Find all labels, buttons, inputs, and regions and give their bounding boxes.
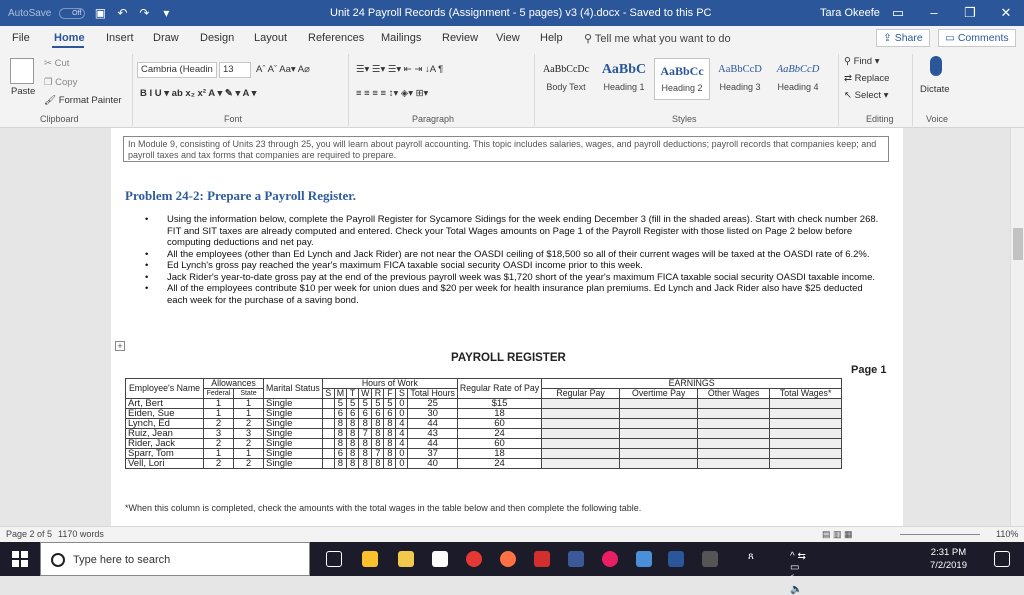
hours-sunday [322, 419, 334, 429]
regular-rate: 60 [457, 419, 541, 429]
list-icons[interactable]: ☰▾ ☰▾ ☰▾ ⇤ ⇥ ↓A ¶ [356, 64, 444, 75]
regular-pay-cell[interactable] [542, 429, 620, 439]
ribbon-separator [534, 54, 535, 126]
hours-day: 8 [347, 429, 359, 439]
regular-pay-cell[interactable] [542, 449, 620, 459]
close-icon[interactable]: ✕ [1000, 5, 1012, 20]
search-placeholder: Type here to search [73, 554, 171, 566]
styles-group-label: Styles [672, 114, 697, 124]
maximize-icon[interactable]: ❐ [964, 5, 976, 20]
user-name[interactable]: Tara Okeefe [820, 7, 880, 19]
hours-day: 8 [372, 439, 384, 449]
intro-text-box: In Module 9, consisting of Units 23 through 25, you will learn about payroll accounting. This topic includes salaries, wages, and payroll deductions; payroll records that companies keep; and payroll taxes and tax forms that companies are required to prepare. [123, 136, 889, 162]
active-tab-indicator [52, 46, 84, 48]
header-overtime-pay: Overtime Pay [620, 389, 698, 399]
tab-view[interactable]: View [496, 32, 520, 44]
ribbon [0, 50, 1024, 128]
style-name: Body Text [546, 82, 586, 92]
table-row [126, 459, 842, 469]
total-wages-cell[interactable] [770, 459, 842, 469]
employee-name: Lynch, Ed [126, 419, 204, 429]
overtime-pay-cell[interactable] [620, 439, 698, 449]
federal-allowance: 2 [204, 439, 234, 449]
tell-me-text: Tell me what you want to do [594, 33, 731, 45]
hours-day: 5 [359, 399, 372, 409]
tell-me-search[interactable]: ⚲ Tell me what you want to do [584, 33, 731, 45]
register-title: PAYROLL REGISTER [451, 352, 566, 364]
find-label: Find [853, 56, 873, 67]
hours-day: 8 [359, 449, 372, 459]
header-day-t: T [347, 389, 359, 399]
itunes-icon[interactable] [602, 551, 618, 567]
hours-day: 8 [359, 419, 372, 429]
payroll-register-table [125, 378, 842, 469]
hours-day: 8 [334, 429, 346, 439]
employee-name: Rider, Jack [126, 439, 204, 449]
marital-status: Single [264, 459, 323, 469]
cut-label: Cut [54, 58, 70, 69]
firefox-icon[interactable] [500, 551, 516, 567]
hours-day: 8 [372, 459, 384, 469]
hours-day: 8 [347, 449, 359, 459]
federal-allowance: 3 [204, 429, 234, 439]
autosave-label: AutoSave [8, 7, 52, 19]
table-row [126, 429, 842, 439]
save-icon[interactable]: ▣ [94, 6, 107, 20]
microphone-icon[interactable] [930, 56, 942, 76]
hours-day: 8 [347, 419, 359, 429]
employee-name: Vell, Lori [126, 459, 204, 469]
vertical-scrollbar[interactable] [1010, 128, 1024, 526]
font-name-select[interactable]: Cambria (Headin [137, 62, 217, 78]
marital-status: Single [264, 399, 323, 409]
header-total-hours: Total Hours [408, 389, 458, 399]
total-wages-cell[interactable] [770, 409, 842, 419]
other-wages-cell[interactable] [698, 409, 770, 419]
instruction-list [145, 214, 885, 306]
other-wages-cell[interactable] [698, 429, 770, 439]
tab-insert[interactable]: Insert [106, 32, 134, 44]
hours-day: 8 [334, 459, 346, 469]
tab-review[interactable]: Review [442, 32, 479, 44]
action-center-icon[interactable] [994, 551, 1010, 567]
list-item: • All of the employees contribute $10 per week for union dues and $20 per week for health insurance plan premiums. Ed Lynch and Jack Rider also have $25 deducted each week for the purchase of a saving bond. [145, 283, 885, 306]
format-painter-button[interactable]: 🖌 Format Painter [44, 95, 122, 106]
list-item: • Ed Lynch's gross pay reached the year's maximum FICA taxable social security OASDI income prior to this week. [145, 260, 885, 272]
hours-day: 8 [372, 419, 384, 429]
select-button[interactable]: ↖ Select ▾ [844, 90, 889, 101]
state-allowance: 1 [234, 399, 264, 409]
hours-day: 8 [359, 459, 372, 469]
table-row [126, 439, 842, 449]
quick-access-toolbar [8, 6, 173, 20]
federal-allowance: 1 [204, 449, 234, 459]
style-sample: AaBbCcDc [542, 64, 590, 75]
hours-day: 8 [334, 439, 346, 449]
overtime-pay-cell[interactable] [620, 449, 698, 459]
header-total-wages: Total Wages* [770, 389, 842, 399]
document-canvas [0, 128, 1024, 526]
regular-rate: 24 [457, 429, 541, 439]
hours-sunday [322, 429, 334, 439]
hours-day: 4 [396, 439, 408, 449]
hours-day: 6 [359, 409, 372, 419]
table-row [126, 399, 842, 409]
copy-button[interactable]: ❐ Copy [44, 77, 78, 88]
clock-time: 2:31 PM [930, 547, 967, 558]
regular-pay-cell[interactable] [542, 419, 620, 429]
word-count[interactable]: 1170 words [58, 529, 104, 539]
total-wages-cell[interactable] [770, 429, 842, 439]
total-wages-cell[interactable] [770, 399, 842, 409]
share-button[interactable]: ⇪ Share [876, 29, 930, 47]
table-move-handle[interactable]: + [115, 341, 125, 351]
hours-day: 0 [396, 409, 408, 419]
hours-day: 7 [359, 429, 372, 439]
table-row [126, 409, 842, 419]
hours-day: 0 [396, 459, 408, 469]
hours-day: 8 [384, 429, 396, 439]
copy-label: Copy [55, 77, 78, 88]
employee-name: Sparr, Tom [126, 449, 204, 459]
hours-day: 5 [347, 399, 359, 409]
cortana-icon [51, 553, 65, 567]
tab-mailings[interactable]: Mailings [381, 32, 422, 44]
hours-day: 8 [372, 429, 384, 439]
style-heading-4[interactable] [770, 58, 826, 100]
employee-name: Ruiz, Jean [126, 429, 204, 439]
style-name: Heading 4 [777, 82, 819, 92]
minimize-icon[interactable]: – [930, 5, 938, 20]
total-wages-cell[interactable] [770, 419, 842, 429]
alignment-icons[interactable]: ≡ ≡ ≡ ≡ ↕▾ ◈▾ ⊞▾ [356, 88, 429, 99]
regular-rate: 24 [457, 459, 541, 469]
federal-allowance: 2 [204, 459, 234, 469]
table-row [126, 419, 842, 429]
marital-status: Single [264, 419, 323, 429]
tab-help[interactable]: Help [540, 32, 563, 44]
header-regular-rate: Regular Rate of Pay [457, 379, 541, 399]
file-explorer-icon[interactable] [398, 551, 414, 567]
style-heading-2[interactable] [654, 58, 710, 100]
paragraph-group-label: Paragraph [412, 114, 455, 124]
total-hours: 44 [408, 439, 458, 449]
view-mode-icons[interactable]: ▤ ▥ ▦ [822, 529, 853, 539]
federal-allowance: 2 [204, 419, 234, 429]
style-sample: AaBbC [601, 62, 647, 77]
header-day-w: W [359, 389, 372, 399]
state-allowance: 2 [234, 459, 264, 469]
style-name: Heading 3 [719, 82, 761, 92]
regular-pay-cell[interactable] [542, 399, 620, 409]
header-day-s: S [322, 389, 334, 399]
header-day-m: M [334, 389, 346, 399]
hours-day: 8 [384, 419, 396, 429]
taskbar-search[interactable] [40, 542, 310, 576]
hours-day: 4 [396, 419, 408, 429]
list-item: • Using the information below, complete the Payroll Register for Sycamore Sidings for the week ending December 3 (fill in the shaded areas). Start with check number 268. FIT and SIT taxes are already computed and entered. Check your Total Wages amounts on Page 1 of the Payroll Register with those listed on Page 2 below before computing deductions and net pay. [145, 214, 885, 249]
document-title: Unit 24 Payroll Records (Assignment - 5 pages) v3 (4).docx - Saved to this PC [330, 7, 712, 19]
hours-day: 6 [347, 409, 359, 419]
people-icon[interactable]: ጸ [748, 551, 754, 562]
list-item: • Jack Rider's year-to-date gross pay at the end of the previous payroll week was $1,720 short of the year's maximum FICA taxable social security OASDI taxable income. [145, 272, 885, 284]
overtime-pay-cell[interactable] [620, 429, 698, 439]
tab-home[interactable]: Home [54, 32, 85, 44]
autosave-toggle[interactable]: Off [59, 8, 85, 19]
style-sample: AaBbCc [660, 64, 704, 78]
header-allowances: Allowances [204, 379, 264, 389]
dictate-button[interactable]: Dictate [920, 84, 950, 95]
total-hours: 30 [408, 409, 458, 419]
ribbon-separator [838, 54, 839, 126]
overtime-pay-cell[interactable] [620, 399, 698, 409]
task-view-icon[interactable] [326, 551, 342, 567]
taskbar [0, 542, 1024, 595]
hours-day: 6 [372, 409, 384, 419]
format-painter-label: Format Painter [58, 95, 122, 106]
style-name: Heading 1 [603, 82, 645, 92]
hours-day: 0 [396, 449, 408, 459]
font-grow-shrink-icon[interactable]: Aˆ Aˇ Aa▾ A⌀ [256, 64, 310, 75]
hours-day: 8 [384, 439, 396, 449]
hours-day: 8 [359, 439, 372, 449]
status-bar [0, 526, 1024, 542]
total-hours: 43 [408, 429, 458, 439]
undo-icon[interactable]: ↶ [117, 6, 128, 20]
hours-sunday [322, 459, 334, 469]
employee-name: Art, Bert [126, 399, 204, 409]
find-button[interactable]: ⚲ Find ▾ [844, 56, 880, 67]
hours-day: 5 [334, 399, 346, 409]
tab-layout[interactable]: Layout [254, 32, 288, 44]
font-format-icons[interactable]: B I U ▾ ab x₂ x² A ▾ ✎ ▾ A ▾ [140, 88, 257, 99]
ribbon-separator [912, 54, 913, 126]
hours-day: 6 [334, 409, 346, 419]
header-day-f: F [384, 389, 396, 399]
regular-pay-cell[interactable] [542, 439, 620, 449]
paste-button[interactable]: Paste [11, 86, 36, 97]
other-wages-cell[interactable] [698, 399, 770, 409]
font-group-label: Font [224, 114, 243, 124]
employee-name: Eiden, Sue [126, 409, 204, 419]
hours-day: 6 [384, 409, 396, 419]
state-allowance: 1 [234, 449, 264, 459]
regular-rate: 18 [457, 449, 541, 459]
redo-icon[interactable]: ↷ [139, 6, 150, 20]
scrollbar-thumb[interactable] [1013, 228, 1023, 260]
header-day-r: R [372, 389, 384, 399]
tab-references[interactable]: References [308, 32, 365, 44]
state-allowance: 2 [234, 419, 264, 429]
zoom-level[interactable]: 110% [996, 529, 1019, 539]
regular-rate: $15 [457, 399, 541, 409]
hours-day: 6 [334, 449, 346, 459]
hours-day: 8 [347, 439, 359, 449]
table-footnote: *When this column is completed, check the amounts with the total wages in the table below and then complete the following table. [125, 503, 642, 513]
header-hours-of-work: Hours of Work [322, 379, 457, 389]
clock-date: 7/2/2019 [930, 560, 967, 571]
regular-pay-cell[interactable] [542, 459, 620, 469]
photos-icon[interactable] [636, 551, 652, 567]
editing-group-label: Editing [866, 114, 894, 124]
share-label: Share [894, 32, 923, 44]
document-page[interactable] [111, 128, 903, 526]
hours-day: 5 [372, 399, 384, 409]
tab-draw[interactable]: Draw [153, 32, 179, 44]
ribbon-tabs [0, 26, 1024, 50]
total-wages-cell[interactable] [770, 439, 842, 449]
hours-sunday [322, 449, 334, 459]
overtime-pay-cell[interactable] [620, 459, 698, 469]
style-sample: AaBbCcD [776, 64, 820, 75]
replace-button[interactable]: ⇄ Replace [844, 73, 890, 84]
replace-label: Replace [854, 73, 890, 84]
store-icon[interactable] [362, 551, 378, 567]
clipboard-group-label: Clipboard [40, 114, 79, 124]
music-app-icon[interactable] [534, 551, 550, 567]
microphone-icon[interactable] [290, 551, 300, 565]
table-row [126, 449, 842, 459]
other-wages-cell[interactable] [698, 449, 770, 459]
header-regular-pay: Regular Pay [542, 389, 620, 399]
marital-status: Single [264, 449, 323, 459]
other-wages-cell[interactable] [698, 439, 770, 449]
tab-design[interactable]: Design [200, 32, 235, 44]
style-name: Heading 2 [661, 83, 703, 93]
state-allowance: 1 [234, 409, 264, 419]
hours-day: 0 [396, 399, 408, 409]
style-body-text[interactable] [538, 58, 594, 100]
marital-status: Single [264, 439, 323, 449]
title-bar [0, 0, 1024, 26]
style-heading-3[interactable] [712, 58, 768, 100]
overtime-pay-cell[interactable] [620, 419, 698, 429]
header-employee-name: Employee's Name [126, 379, 204, 399]
hours-day: 5 [384, 399, 396, 409]
regular-pay-cell[interactable] [542, 409, 620, 419]
hours-day: 7 [372, 449, 384, 459]
regular-rate: 60 [457, 439, 541, 449]
hours-sunday [322, 409, 334, 419]
other-wages-cell[interactable] [698, 459, 770, 469]
windows-start-icon[interactable] [12, 551, 28, 567]
state-allowance: 2 [234, 439, 264, 449]
ribbon-separator [132, 54, 133, 126]
hours-day: 8 [347, 459, 359, 469]
marital-status: Single [264, 429, 323, 439]
hours-day: 8 [384, 449, 396, 459]
total-wages-cell[interactable] [770, 449, 842, 459]
register-page-label: Page 1 [851, 364, 887, 376]
style-sample: AaBbCcD [718, 64, 762, 75]
system-clock[interactable] [930, 546, 967, 572]
zoom-slider[interactable] [900, 534, 980, 535]
list-item: • All the employees (other than Ed Lynch and Jack Rider) are not near the OASDI ceiling of $18,500 so all of their current wages will be taxed at the OASDI rate of 6.2%. [145, 249, 885, 261]
select-label: Select [854, 90, 882, 101]
header-state: State [234, 389, 264, 399]
hours-sunday [322, 439, 334, 449]
state-allowance: 3 [234, 429, 264, 439]
header-federal: Federal [204, 389, 234, 399]
total-hours: 25 [408, 399, 458, 409]
header-marital-status: Marital Status [264, 379, 323, 399]
word-icon[interactable] [668, 551, 684, 567]
mail-icon[interactable] [432, 551, 448, 567]
ribbon-display-icon[interactable]: ▭ [891, 5, 905, 20]
chrome-icon[interactable] [466, 551, 482, 567]
customize-toolbar-icon[interactable]: ▾ [163, 6, 170, 20]
marital-status: Single [264, 409, 323, 419]
header-earnings: EARNINGS [542, 379, 842, 389]
federal-allowance: 1 [204, 409, 234, 419]
paste-icon[interactable] [10, 58, 34, 84]
facebook-icon[interactable] [568, 551, 584, 567]
notification-tray-icons[interactable]: ^ ⇆ ▭ ◜ 🔈 [790, 551, 806, 595]
header-day-s2: S [396, 389, 408, 399]
cut-button[interactable]: ✂ Cut [44, 58, 70, 69]
font-size-select[interactable]: 13 [219, 62, 251, 78]
tab-file[interactable]: File [12, 32, 30, 44]
federal-allowance: 1 [204, 399, 234, 409]
hours-day: 8 [384, 459, 396, 469]
hours-day: 4 [396, 429, 408, 439]
voice-group-label: Voice [926, 114, 949, 124]
comments-label: Comments [957, 32, 1009, 44]
other-wages-cell[interactable] [698, 419, 770, 429]
regular-rate: 18 [457, 409, 541, 419]
total-hours: 37 [408, 449, 458, 459]
problem-heading: Problem 24-2: Prepare a Payroll Register. [125, 188, 357, 203]
page-count[interactable]: Page 2 of 5 [6, 529, 53, 539]
total-hours: 40 [408, 459, 458, 469]
overtime-pay-cell[interactable] [620, 409, 698, 419]
comments-button[interactable]: ▭ Comments [938, 29, 1016, 47]
total-hours: 44 [408, 419, 458, 429]
ribbon-separator [348, 54, 349, 126]
hours-sunday [322, 399, 334, 409]
calculator-icon[interactable] [702, 551, 718, 567]
header-other-wages: Other Wages [698, 389, 770, 399]
style-heading-1[interactable] [596, 58, 652, 100]
hours-day: 8 [334, 419, 346, 429]
